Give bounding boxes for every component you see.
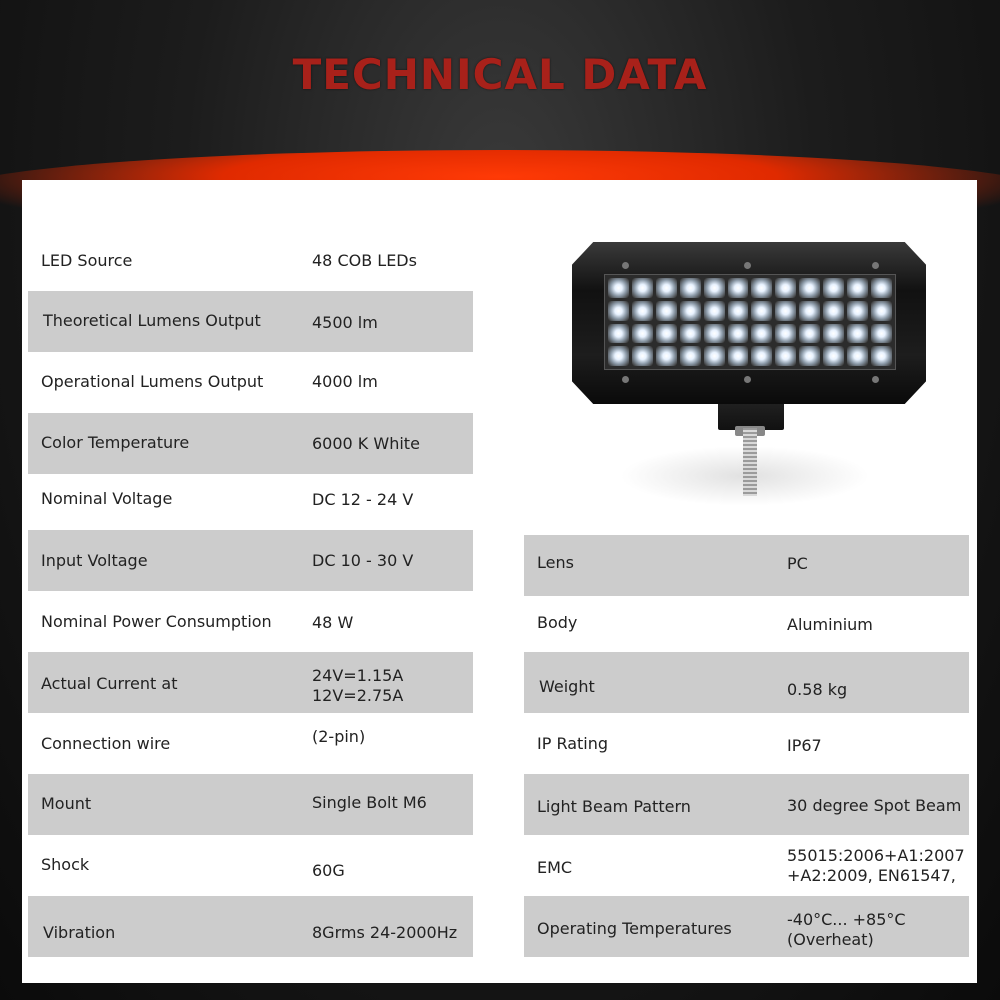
- led-icon: [871, 278, 892, 298]
- led-icon: [608, 301, 629, 321]
- spec-row: [28, 774, 473, 835]
- spec-label: LED Source: [41, 251, 133, 270]
- spec-label: IP Rating: [537, 734, 609, 753]
- spec-value: DC 10 - 30 V: [312, 551, 414, 570]
- spec-row: [28, 291, 473, 352]
- spec-value: 6000 K White: [312, 434, 420, 453]
- spec-row: [524, 713, 969, 774]
- led-icon: [847, 346, 868, 366]
- spec-row: [28, 713, 473, 774]
- spec-value: 60G: [312, 861, 345, 880]
- led-icon: [751, 346, 772, 366]
- led-icon: [847, 301, 868, 321]
- led-icon: [728, 301, 749, 321]
- spec-label: Nominal Voltage: [41, 489, 173, 508]
- spec-label: Color Temperature: [41, 433, 190, 452]
- spec-value: Aluminium: [787, 615, 873, 634]
- screw-icon: [744, 262, 751, 269]
- led-icon: [775, 324, 796, 344]
- spec-row: [524, 774, 969, 835]
- spec-label: Input Voltage: [41, 551, 148, 570]
- spec-label: Weight: [539, 677, 595, 696]
- spec-value: 0.58 kg: [787, 680, 848, 699]
- led-icon: [608, 324, 629, 344]
- led-icon: [632, 324, 653, 344]
- spec-value: -40°C... +85°C (Overheat): [787, 910, 906, 949]
- spec-row: [524, 652, 969, 713]
- screw-icon: [744, 376, 751, 383]
- led-array: [604, 274, 896, 370]
- led-icon: [704, 301, 725, 321]
- spec-value: 4500 lm: [312, 313, 378, 332]
- led-icon: [656, 324, 677, 344]
- led-icon: [871, 346, 892, 366]
- spec-value: 8Grms 24-2000Hz: [312, 923, 458, 942]
- spec-value: 55015:2006+A1:2007 +A2:2009, EN61547,: [787, 846, 965, 885]
- spec-row: [524, 835, 969, 896]
- spec-row: [28, 352, 473, 413]
- spec-row: [28, 896, 473, 957]
- led-icon: [680, 278, 701, 298]
- spec-row: [28, 835, 473, 896]
- spec-label: Vibration: [43, 923, 116, 942]
- led-icon: [656, 301, 677, 321]
- spec-row: [28, 413, 473, 474]
- led-icon: [704, 324, 725, 344]
- led-icon: [608, 278, 629, 298]
- led-icon: [871, 301, 892, 321]
- screw-icon: [622, 376, 629, 383]
- led-icon: [847, 324, 868, 344]
- screw-icon: [872, 262, 879, 269]
- led-icon: [823, 301, 844, 321]
- spec-row: [28, 652, 473, 713]
- led-light-bar-icon: [540, 236, 960, 526]
- spec-value: 48 W: [312, 613, 354, 632]
- spec-label: Operating Temperatures: [537, 919, 732, 938]
- screw-icon: [872, 376, 879, 383]
- spec-label: Actual Current at: [41, 674, 178, 693]
- spec-value: 30 degree Spot Beam: [787, 796, 962, 815]
- led-icon: [680, 301, 701, 321]
- spec-row: [28, 474, 473, 535]
- spec-label: Lens: [537, 553, 574, 572]
- led-icon: [823, 324, 844, 344]
- spec-value: Single Bolt M6: [312, 793, 427, 812]
- led-icon: [728, 346, 749, 366]
- led-icon: [751, 324, 772, 344]
- header-banner: [0, 0, 1000, 180]
- led-icon: [799, 324, 820, 344]
- mount-bolt: [743, 428, 757, 496]
- spec-row: [524, 535, 969, 596]
- spec-value: 48 COB LEDs: [312, 251, 417, 270]
- led-icon: [823, 346, 844, 366]
- led-icon: [871, 324, 892, 344]
- spec-label: Nominal Power Consumption: [41, 612, 272, 631]
- spec-label: Operational Lumens Output: [41, 372, 264, 391]
- led-icon: [847, 278, 868, 298]
- spec-label: Mount: [41, 794, 92, 813]
- spec-value: 4000 lm: [312, 372, 378, 391]
- spec-label: Body: [537, 613, 578, 632]
- spec-value: DC 12 - 24 V: [312, 490, 414, 509]
- led-icon: [656, 346, 677, 366]
- spec-value: 24V=1.15A 12V=2.75A: [312, 666, 404, 705]
- led-icon: [751, 278, 772, 298]
- led-icon: [632, 301, 653, 321]
- led-icon: [775, 278, 796, 298]
- spec-label: EMC: [537, 858, 573, 877]
- spec-row: [524, 896, 969, 957]
- screw-icon: [622, 262, 629, 269]
- led-icon: [799, 346, 820, 366]
- page-title: TECHNICAL DATA: [292, 50, 708, 99]
- led-icon: [704, 346, 725, 366]
- led-icon: [799, 278, 820, 298]
- led-icon: [799, 301, 820, 321]
- led-icon: [751, 301, 772, 321]
- led-icon: [632, 346, 653, 366]
- led-icon: [823, 278, 844, 298]
- spec-row: [524, 596, 969, 657]
- led-icon: [728, 324, 749, 344]
- led-icon: [704, 278, 725, 298]
- spec-row: [28, 530, 473, 591]
- spec-label: Shock: [41, 855, 90, 874]
- spec-row: [28, 230, 473, 291]
- spec-label: Connection wire: [41, 734, 171, 753]
- led-icon: [775, 346, 796, 366]
- led-icon: [728, 278, 749, 298]
- led-icon: [680, 324, 701, 344]
- led-icon: [656, 278, 677, 298]
- led-icon: [608, 346, 629, 366]
- spec-value: PC: [787, 554, 808, 573]
- spec-label: Light Beam Pattern: [537, 797, 691, 816]
- spec-value: (2-pin): [312, 727, 366, 746]
- led-icon: [775, 301, 796, 321]
- spec-row: [28, 591, 473, 652]
- spec-label: Theoretical Lumens Output: [43, 311, 261, 330]
- led-icon: [680, 346, 701, 366]
- spec-value: IP67: [787, 736, 822, 755]
- led-icon: [632, 278, 653, 298]
